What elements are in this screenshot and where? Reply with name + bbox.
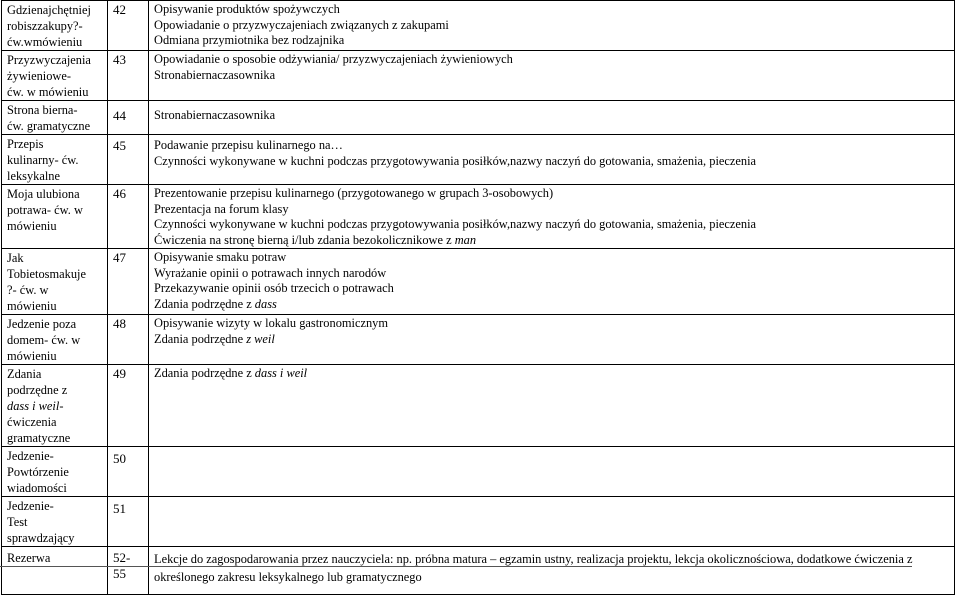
topic-line: leksykalne — [7, 169, 60, 183]
topic-line: Strona bierna- — [7, 103, 78, 117]
topic-cell — [2, 497, 108, 547]
topic-line: Moja ulubiona — [7, 187, 80, 201]
topic-line: Zdania — [7, 367, 42, 381]
topic-line: ćw. gramatyczne — [7, 119, 91, 133]
content-line: Opisywanie produktów spożywczych — [154, 2, 340, 16]
table-row — [2, 365, 955, 447]
content-line: Opisywanie wizyty w lokalu gastronomicznym — [154, 316, 389, 330]
lesson-number: 43 — [108, 51, 149, 101]
content-line: Czynności wykonywane w kuchni podczas przygotowywania posiłków,nazwy naczyń do gotowania, smażenia, pieczenia — [154, 217, 757, 231]
topic-line: gramatyczne — [7, 431, 71, 445]
content-cell — [149, 51, 955, 101]
topic-line: Jak — [7, 251, 24, 265]
content-cell — [149, 1, 955, 51]
content-line: Lekcje do zagospodarowania przez nauczyciela: np. próbna matura – egzamin ustny, realizacja projektu, lekcja okolicznościowa, dodatkowe ćwiczenia z określonego zakresu leksykalnego lub gramatycznego — [154, 552, 913, 584]
topic-cell — [2, 249, 108, 315]
content-line: Przekazywanie opinii osób trzecich o potrawach — [154, 281, 394, 295]
table-row — [2, 135, 955, 185]
topic-line: Przepis — [7, 137, 44, 151]
italic-term: dass — [254, 296, 277, 311]
content-line: Czynności wykonywane w kuchni podczas przygotowywania posiłków,nazwy naczyń do gotowania, smażenia, pieczenia — [154, 153, 757, 168]
topic-cell — [2, 101, 108, 135]
lesson-number: 47 — [108, 249, 149, 315]
topic-line: ?- ćw. w — [7, 283, 49, 297]
content-line: Opowiadanie o sposobie odżywiania/ przyzwyczajeniach żywieniowych — [154, 52, 513, 66]
table-row — [2, 315, 955, 365]
topic-line: ćw.wmówieniu — [7, 35, 83, 49]
topic-line: mówieniu — [7, 299, 57, 313]
table-row — [2, 101, 955, 135]
lesson-number: 52- 55 — [108, 547, 149, 595]
content-line: Wyrażanie opinii o potrawach innych narodów — [154, 265, 387, 280]
content-line: Opowiadanie o przyzwyczajeniach związanych z zakupami — [154, 17, 449, 32]
topic-line: Jedzenie- — [7, 449, 54, 463]
topic-line: ćwiczenia — [7, 415, 57, 429]
table-row — [2, 547, 955, 595]
table-row — [2, 497, 955, 547]
topic-line: Jedzenie- — [7, 499, 54, 513]
topic-line: Rezerwa — [7, 551, 51, 565]
topic-line: Gdzienajchętniej robiszzakupy?- — [7, 3, 91, 33]
lesson-number: 50 — [108, 447, 149, 497]
table-row — [2, 185, 955, 249]
topic-line: podrzędne z — [7, 383, 68, 397]
table-row — [2, 1, 955, 51]
content-cell — [149, 547, 955, 595]
topic-line: Tobietosmakuje — [7, 267, 86, 281]
content-line — [154, 332, 950, 348]
topic-line: wiadomości — [7, 481, 67, 495]
curriculum-table — [1, 0, 955, 595]
content-line: Odmiana przymiotnika bez rodzajnika — [154, 33, 345, 47]
lesson-number: 44 — [108, 101, 149, 135]
topic-cell — [2, 1, 108, 51]
topic-line: Test — [7, 515, 28, 529]
lesson-number: 49 — [108, 365, 149, 447]
italic-term: dass i weil — [254, 366, 308, 380]
topic-cell — [2, 135, 108, 185]
table-row — [2, 249, 955, 315]
topic-cell — [2, 315, 108, 365]
lesson-number: 48 — [108, 315, 149, 365]
topic-line: Przyzwyczajenia żywieniowe- — [7, 53, 91, 83]
content-line — [154, 366, 950, 382]
topic-line: domem- ćw. w — [7, 333, 81, 347]
topic-cell — [2, 365, 108, 447]
page-bottom-rule — [0, 566, 912, 567]
content-line: Opisywanie smaku potraw — [154, 250, 287, 264]
topic-line: mówieniu — [7, 219, 57, 233]
topic-line: ćw. w mówieniu — [7, 85, 89, 99]
content-line: Prezentacja na forum klasy — [154, 201, 289, 216]
content-cell — [149, 135, 955, 185]
content-cell — [149, 447, 955, 497]
topic-cell — [2, 547, 108, 595]
lesson-number: 51 — [108, 497, 149, 547]
topic-cell — [2, 51, 108, 101]
lesson-number: 46 — [108, 185, 149, 249]
content-text: Zdania podrzędne — [154, 331, 247, 346]
topic-line: sprawdzający — [7, 531, 75, 545]
topic-cell — [2, 447, 108, 497]
content-text: Ćwiczenia na stronę bierną i/lub zdania bezokolicznikowe z — [154, 232, 455, 247]
topic-line: potrawa- ćw. w — [7, 203, 83, 217]
italic-term: man — [454, 232, 477, 247]
content-cell — [149, 185, 955, 249]
table-row — [2, 51, 955, 101]
content-cell — [149, 101, 955, 135]
content-line: Stronabiernaczasownika — [154, 108, 276, 122]
topic-cell — [2, 185, 108, 249]
content-line: Podawanie przepisu kulinarnego na… — [154, 138, 343, 152]
lesson-number: 42 — [108, 1, 149, 51]
content-line: Prezentowanie przepisu kulinarnego (przygotowanego w grupach 3-osobowych) — [154, 186, 554, 200]
content-line — [154, 233, 950, 249]
topic-line-italic: dass i weil- — [7, 399, 64, 413]
content-line: Stronabiernaczasownika — [154, 67, 276, 82]
content-text: Zdania podrzędne z — [154, 296, 255, 311]
content-cell — [149, 249, 955, 315]
italic-term: z weil — [246, 331, 275, 346]
content-cell — [149, 497, 955, 547]
content-cell — [149, 365, 955, 447]
topic-line: Powtórzenie — [7, 465, 69, 479]
topic-line: mówieniu — [7, 349, 57, 363]
table-row — [2, 447, 955, 497]
topic-line: Jedzenie poza — [7, 317, 77, 331]
topic-line: kulinarny- ćw. — [7, 153, 79, 167]
content-text: Zdania podrzędne z — [154, 366, 255, 380]
content-cell — [149, 315, 955, 365]
lesson-number: 45 — [108, 135, 149, 185]
content-line — [154, 297, 950, 313]
